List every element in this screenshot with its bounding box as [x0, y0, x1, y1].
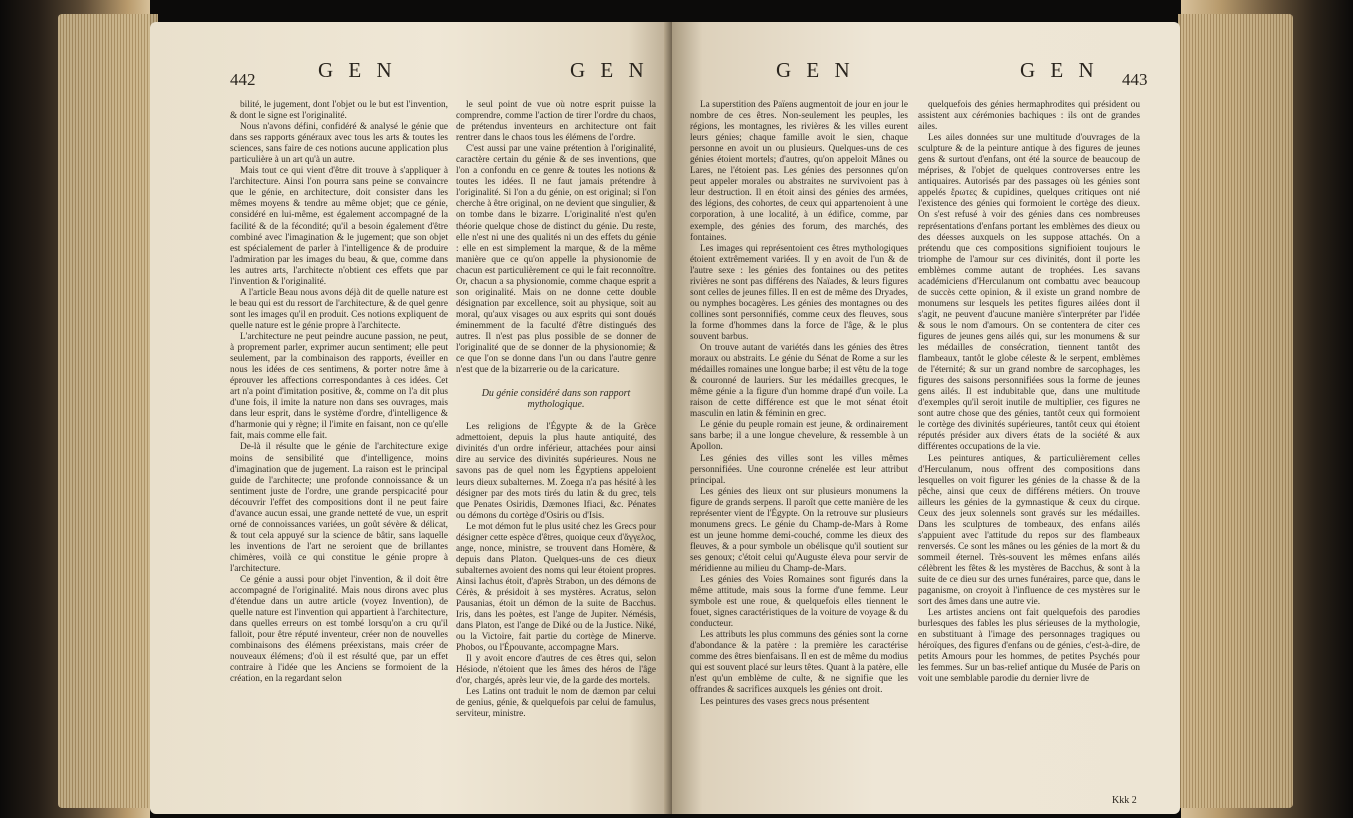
paragraph: Les Latins ont traduit le nom de dæmon par celui de genius, génie, & quelquefois par celui de famulus, serviteur, ministre. — [456, 687, 656, 720]
left-page-number: 442 — [230, 70, 256, 89]
paragraph: Les génies des lieux ont sur plusieurs monumens la figure de grands serpens. Il paroît que cette manière de les représenter vient de l'Égypte. On la retrouve sur plusieurs monumens grecs. Le génie du Champ-de-Mars à Rome est un jeune homme demi-couché, comme les dieux des fleuves, & a pour symbole un obélisque qu'il soutient sur ses genoux; c'étoit celui qu'Auguste éleva pour servir de méridienne au milieu du Champ-de-Mars. — [690, 486, 908, 574]
paragraph: Les religions de l'Égypte & de la Grèce admettoient, depuis la plus haute antiquité, des divinités d'un ordre inférieur, attachées pour ainsi dire au service des divinités supérieures. Nous ne savons pas de quel nom les Égyptiens appeloient leurs dieux subalternes. M. Zoega n'a pas hésité à les désigner par des mots tirés du latin & du grec, tels que Penates Osiridis, Dæmones Ifiaci, &c. Pénates ou démons du cortège d'Osiris ou d'Isis. — [456, 422, 656, 521]
paragraph: A l'article Beau nous avons déjà dit de quelle nature est le beau qui est du ressort de l'architecture, & de quel genre sont les images qu'il en produit. Ces notions expliquent de quelle nature est le génie propre à l'architecte. — [230, 287, 449, 331]
paragraph: L'architecture ne peut peindre aucune passion, ne peut, à proprement parler, exprimer aucun sentiment; elle peut seulement, par la combinaison des rapports, éveiller en nous les idées de ces sentimens, & porter notre âme à éprouver les affections correspondantes à ces idées. Cet art n'a point d'imitation positive, &, comme on l'a dit plus d'une fois, il imite la nature non dans ses ouvrages, mais dans leur esprit, dans le système d'ordre, d'intelligence & d'harmonie qui y règne; il l'imite en faisant, non ce qu'elle fait, mais comme elle fait. — [230, 331, 448, 442]
paragraph: quelquefois des génies hermaphrodites qui président ou assistent aux cérémonies bachiques : ils ont de grandes ailes. — [918, 100, 1140, 133]
paragraph: Nous n'avons défini, confidéré & analysé le génie que dans ses rapports généraux avec tous les arts & toutes les sciences, sans faire de ces notions aucune application plus particulière à un art qu'à un autre. — [230, 122, 448, 166]
paragraph: Les images qui représentoient ces êtres mythologiques étoient extrêmement variées. Il y en avoit de l'un & de l'autre sexe : les génies des fontaines ou des petites rivières ne sont pas différens des Naïades, & leurs figures sont celles de jeunes filles. Il en est de même des Dryades, ou nymphes bocagères. Les génies des montagnes ou des collines sont personnifiés, comme ceux des fleuves, sous la forme d'hommes dans la force de l'âge, & le plus souvent barbus. — [690, 243, 908, 342]
paragraph: Les peintures des vases grecs nous présentent — [700, 696, 870, 707]
left-header-col1: G E N — [318, 58, 397, 82]
paragraph: bilité, le jugement, dont l'objet ou le but est l'invention, & dont le signe est l'originalité. — [230, 100, 448, 122]
paragraph: Il y avoit encore d'autres de ces êtres qui, selon Hésiode, n'étoient que les âmes des héros de l'âge d'or, chargés, après leur vie, de la garde des mortels. — [456, 654, 656, 687]
paragraph: Les peintures antiques, & particulièrement celles d'Herculanum, nous offrent des compositions dans lesquelles on voit figurer les génies de la chasse & de la pêche, ainsi que ceux de différens métiers. On trouve ailleurs les génies de la gymnastique & ceux du cirque. Ceux des jeux solennels sont gravés sur les médailles. Dans les sculptures de tombeaux, des enfans ailés s'appuient avec l'attitude du repos sur des flambeaux renversés. Ce sont les mânes ou les génies de la mort & du sommeil éternel. Très-souvent les mêmes enfans ailés célèbrent les fêtes & les mystères de Bacchus, & sont à la suite de ce dieu sur des urnes funéraires, parce que, dans le paganisme, on croyoit à l'influence de ces mystères sur le sort des âmes dans une autre vie. — [918, 453, 1140, 608]
left-column-2 — [456, 100, 656, 721]
paragraph: C'est aussi par une vaine prétention à l'originalité, caractère certain du génie & de ses inventions, que l'on a confondu en ce genre & toutes les notions & toutes les idées. Il ne faut jamais prétendre à l'originalité. Si l'on a du génie, on est original; si l'on cherche à être original, on ne devient que singulier, & on tombe dans le bizarre. L'originalité n'est qu'en théorie quelque chose de distinct du génie. Du reste, elle n'est ni une des qualités ni un des effets du génie : elle en est simplement la marque, & de la même manière que ce qu'on appelle la physionomie de chacun est particulièrement ce qui le fait reconnoître. Or, chacun a sa physionomie, comme chaque esprit a son originalité. Mais on ne donne cette double désignation par excellence, soit au physique, soit au moral, qu'aux visages ou aux esprits qui sont doués éminemment de la faculté d'être distingués des autres. Il n'est pas plus possible de se donner de l'originalité que de se donner de la physionomie; & ce que l'on se donne dans l'un ou dans l'autre genre n'est que de la bizarrerie ou de la caricature. — [456, 144, 656, 376]
paragraph: Le génie du peuple romain est jeune, & ordinairement sans barbe; il a une longue chevelure, & ressemble à un Apollon. — [690, 420, 908, 453]
right-header-col2: G E N — [1020, 58, 1099, 82]
paragraph: Les artistes anciens ont fait quelquefois des parodies burlesques des fables les plus sérieuses de la mythologie, en substituant à l'image des personnages tragiques ou héroïques, des figures d'enfans ou de génies, c'est-à-dire, de petits Amours pour les hommes, de petites Psychés pour les femmes. Sur un bas-relief antique du Musée de Paris on voit une semblable parodie du dernier livre de — [918, 608, 1141, 685]
left-page — [150, 22, 670, 814]
right-column-1 — [690, 100, 908, 708]
paragraph: Le mot démon fut le plus usité chez les Grecs pour désigner cette espèce d'êtres, quoique ceux d'ἄγγελος, ange, nonce, ministre, se trouvent dans Homère, & depuis dans Platon. Quelques-uns de ces dieux subalternes avoient des noms qui leur étoient propres. Ainsi Iachus étoit, d'après Strabon, un des démons de Cérès, & présidoit à ses mystères. Acratus, selon Pausanias, étoit un démon de la suite de Bacchus. Iris, dans les poètes, est l'ange de Jupiter. Némésis, dans Platon, est l'ange de Diké ou de la Justice. Niké, ou la Victoire, fait partie du cortège de Minerve. Phobos, ou l'Épouvante, accompagne Mars. — [456, 521, 656, 654]
signature-mark: Kkk 2 — [1112, 795, 1137, 806]
paragraph: Les ailes données sur une multitude d'ouvrages de la sculpture & de la peinture antique à des figures de jeunes gens & surtout d'enfans, ont été la source de beaucoup de méprises, & l'objet de quelques controverses entre les antiquaires. Autorisés par des passages où les génies sont appelés ἔρωτες & cupidines, quelques critiques ont nié l'existence des génies qui formoient le cortège des dieux. On s'est refusé à voir des génies dans ces nombreuses représentations d'enfans portant les emblèmes des dieux ou des déesses auxquels on les suppose attachés. On a prétendu que ces compositions signifioient toujours le triomphe de l'amour sur ces divinités, dont il porte les emblèmes comme autant de trophées. Les savans académiciens d'Herculanum ont combattu avec beaucoup de succès cette opinion, & il existe un grand nombre de monumens sur lesquels les petites figures ailées dont il s'agit, ne peuvent d'aucune manière s'interpréter par l'idée & sous le nom d'amours. On se contentera de citer ces figures de jeunes gens ailés qui, sur les monumens & sur les médailles de consécration, tiennent tantôt des flambeaux, tantôt le globe céleste & le serpent, emblèmes de l'éternité; & sur un grand nombre de sarcophages, les figures des saisons personnifiées sous la forme de jeunes gens ailés. Il est indubitable que, dans une multitude d'exemples qu'il seroit inutile de multiplier, ces figures ne sont autre chose que des génies, tantôt ceux qui formoient le cortège des divinités supérieures, tantôt ceux qui étoient réputés présider aux divers états de la société & aux différentes occupations de la vie. — [918, 133, 1140, 453]
page-stack-left — [58, 14, 158, 808]
right-page — [672, 22, 1180, 814]
left-header-col2: G E N — [570, 58, 649, 82]
paragraph: De-là il résulte que le génie de l'architecture exige moins de sensibilité que d'intelligence, moins d'imagination que de jugement. La raison est le principal guide de l'architecte; une profonde connoissance & un sentiment juste de l'ordre, une grande perspicacité pour découvrir l'effet des compositions dont il ne peut faire d'avance aucun essai, une grande netteté de vue, un esprit orné de connoissances variées, un goût sévère & délicat, & tout cela appuyé sur la science de bâtir, sans laquelle les inventions de l'art ne seroient que de brillantes chimères, voilà ce qui constitue le génie propre à l'architecture. — [230, 442, 448, 574]
paragraph: Les attributs les plus communs des génies sont la corne d'abondance & la patère : la première les caractérise comme des êtres bienfaisans. Il en est de même du modius qui est souvent placé sur leurs têtes. Quant à la patère, elle n'est qu'un emblème de culte, & ne signifie que les offrandes & sacrifices auxquels les génies ont droit. — [690, 630, 908, 696]
page-stack-right — [1178, 14, 1293, 808]
right-header-col1: G E N — [776, 58, 855, 82]
paragraph: Les génies des Voies Romaines sont figurés dans la même attitude, mais sous la forme d'une femme. Leur symbole est une roue, & quelquefois elles tiennent le fouet, signes caractéristiques de la voiture de voyage & du conducteur. — [690, 575, 908, 630]
section-heading: Du génie considéré dans son rapport mythologique. — [481, 388, 631, 411]
paragraph: Les génies des villes sont les villes mêmes personnifiées. Une couronne crénelée est leur attribut principal. — [690, 453, 908, 486]
paragraph: Ce génie a aussi pour objet l'invention, & il doit être accompagné de l'originalité. Mais nous dirons avec plus d'étendue dans un autre article (voyez Invention), de quelle nature est l'invention qui appartient à l'architecture, dans quelles erreurs on est tombé lorsqu'on a cru qu'il falloit, pour être réputé inventeur, créer non de nouvelles combinaisons des élémens préexistans, mais créer de nouveaux élémens; d'où il est résulté que, par un effet contraire à l'idée que les Anciens se formoient de la création, en la regardant selon — [230, 575, 448, 685]
right-page-number: 443 — [1122, 70, 1148, 89]
paragraph: On trouve autant de variétés dans les génies des êtres moraux ou abstraits. Le génie du Sénat de Rome a sur les médailles romaines une longue barbe; il est vêtu de la toge & couronné de lauriers. Sur les médailles grecques, le même génie a la figure d'un homme drapé d'un voile. La raison de cette différence est que le mot sénat étoit masculin en latin & féminin en grec. — [690, 343, 908, 420]
paragraph: le seul point de vue où notre esprit puisse la comprendre, comme l'action de tirer l'ordre du chaos, de prétendus inventeurs en architecture ont fait rentrer dans le chaos tous les élémens de l'ordre. — [456, 100, 656, 144]
paragraph: La superstition des Païens augmentoit de jour en jour le nombre de ces êtres. Non-seulement les peuples, les régions, les montagnes, les rivières & les villes eurent leurs génies; chaque famille avoit le sien, chaque personne en avoit un ou plusieurs. Quelques-uns de ces génies étoient mortels; d'autres, qu'on appeloit Mânes ou Lares, ne l'étoient pas. Les génies des personnes qu'on peut appeler morales ou abstraites ne survivoient pas à leur destruction. Il en étoit ainsi des génies des armées, des légions, des cohortes, de ceux qui appartenoient à une corporation, à une localité, à un édifice, comme, par exemple, des génies des forum, des marchés, des fontaines. — [690, 100, 908, 243]
right-column-2 — [918, 100, 1140, 685]
paragraph: Mais tout ce qui vient d'être dit trouve à s'appliquer à l'architecture. Ainsi l'on pourra sans peine se convaincre que le génie, en architecture, doit consister dans les mêmes moyens & tendre au même objet; que ce génie, considéré en lui-même, est également accompagné de la facilité & de la fécondité; qu'il a besoin également d'être combiné avec l'imagination & le jugement; que son objet est spécialement de parler à l'intelligence & de produire l'admiration par les images du beau, & que, comme dans les autres arts, l'architecte n'obtient ces effets que par l'invention & l'originalité. — [230, 166, 448, 287]
left-column-1 — [230, 100, 448, 685]
